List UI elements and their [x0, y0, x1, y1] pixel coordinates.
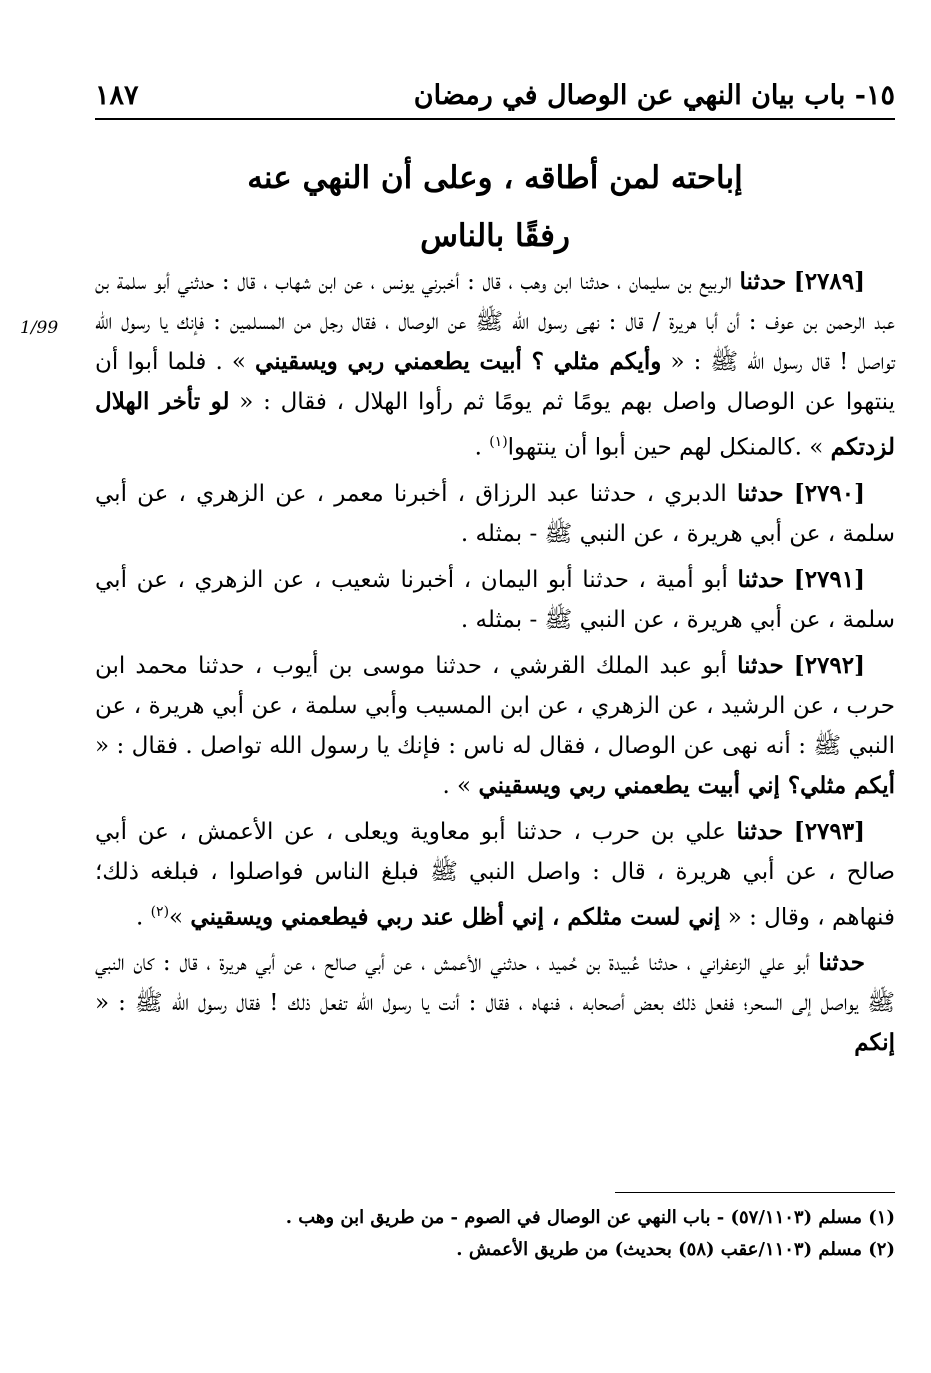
hadith-body [95, 262, 895, 1069]
hadith-text: علي بن حرب ، حدثنا أبو معاوية ويعلى ، عن الأعمش ، عن أبي صالح ، عن أبي هريرة ، قال : واصل النبي ﷺ فبلغ الناس فواصلوا ، فبلغه ذلك؛ فنهاهم ، وقال : « [95, 818, 895, 931]
hadith-text: الدبري ، حدثنا عبد الرزاق ، أخبرنا معمر ، عن الزهري ، عن أبي سلمة ، عن أبي هريرة ، عن النبي ﷺ - بمثله . [95, 480, 895, 547]
prophetic-quote: إني لست مثلكم ، إني أظل عند ربي فيطعمني ويسقيني [190, 903, 721, 931]
prophetic-quote: لو تأخر الهلال لزدتكم [95, 388, 895, 461]
page-number: ١٨٧ [95, 80, 139, 111]
hadith-text: . [135, 904, 151, 931]
footnotes [95, 1202, 895, 1266]
prophetic-quote: إنكم [854, 1029, 895, 1057]
footnote-ref[interactable]: (١) [489, 434, 508, 450]
hadith-number: [٢٧٩٢] [793, 651, 865, 679]
section-title-line-2: رفقًا بالناس [420, 218, 570, 254]
narration-keyword: حدثنا [737, 651, 784, 679]
footnote-ref[interactable]: (٢) [150, 903, 170, 920]
running-header [95, 72, 895, 120]
margin-folio-note: 1/99 [20, 318, 59, 338]
section-title-line-1: إباحته لمن أطاقه ، وعلى أن النهي عنه [247, 160, 743, 196]
footnote-rule [615, 1192, 895, 1193]
footnote-1: (١) مسلم (٥٧/١١٠٣) - باب النهي عن الوصال في الصوم - من طريق ابن وهب . [285, 1207, 895, 1228]
hadith-2792 [95, 646, 895, 806]
header-rule [95, 118, 895, 120]
hadith-text: أبو أمية ، حدثنا أبو اليمان ، أخبرنا شعيب ، عن الزهري ، عن أبي سلمة ، عن أبي هريرة ، عن النبي ﷺ - بمثله . [95, 566, 895, 633]
hadith-number: [٢٧٨٩] [793, 268, 865, 295]
hadith-number: [٢٧٩١] [793, 565, 865, 593]
hadith-text: » . [442, 772, 479, 799]
hadith-2789 [95, 262, 895, 468]
narration-keyword: حدثنا [818, 949, 865, 977]
hadith-text: أبو علي الزعفراني ، حدثنا عُبيدة بن حُميد ، حدثني الأعمش ، عن أبي صالح ، عن أبي هريرة ، قال : كان النبي ﷺ يواصل إلى السحر؛ ففعل ذلك بعض أصحابه ، فنهاه ، فقال : أنت يا رسول الله تفعل ذلك ! فقال رسول الله ﷺ : « [95, 950, 895, 1017]
hadith-text: » . فلما أبوا أن ينتهوا عن الوصال واصل بهم يومًا ثم يومًا ثم رأوا الهلال ، فقال : « [95, 349, 896, 415]
hadith-text: الربيع بن سليمان ، حدثنا ابن وهب ، قال : أخبرني يونس ، عن ابن شهاب ، قال : حدثني أبو سلمة بن عبد الرحمن بن عوف : أن أبا هريرة / قال : نهى رسول الله ﷺ عن الوصال ، فقال رجل من المسلمين : فإنك يا رسول الله تواصل ! قال رسول الله ﷺ : « [95, 269, 895, 375]
hadith-text: أبو عبد الملك القرشي ، حدثنا موسى بن أيوب ، حدثنا محمد ابن حرب ، عن الرشيد ، عن الزهري ، عن ابن المسيب وأبي سلمة ، عن أبي هريرة ، عن النبي ﷺ : أنه نهى عن الوصال ، فقال له ناس : فإنك يا رسول الله تواصل . فقال : « [95, 652, 895, 759]
footnote-2: (٢) مسلم (١١٠٣/عقب (٥٨) بحديث) من طريق الأعمش . [456, 1239, 895, 1260]
narration-keyword: حدثنا [736, 817, 784, 845]
hadith-text: » [169, 904, 191, 931]
hadith-2790 [95, 474, 895, 554]
hadith-number: [٢٧٩٠] [793, 479, 866, 507]
hadith-number: [٢٧٩٣] [793, 817, 865, 845]
prophetic-quote: وأيكم مثلي ؟ أبيت يطعمني ربي ويسقيني [255, 348, 662, 375]
prophetic-quote: أيكم مثلي؟ إني أبيت يطعمني ربي ويسقيني [478, 771, 895, 799]
hadith-continuation [95, 943, 895, 1063]
narration-keyword: حدثنا [739, 268, 787, 295]
chapter-heading: ١٥- باب بيان النهي عن الوصال في رمضان [413, 80, 895, 111]
narration-keyword: حدثنا [736, 479, 784, 507]
hadith-2793 [95, 812, 895, 938]
hadith-2791 [95, 560, 895, 640]
hadith-text: » .كالمنكل لهم حين أبوا أن ينتهوا [507, 434, 831, 461]
hadith-text: . [474, 434, 490, 461]
narration-keyword: حدثنا [737, 565, 785, 593]
